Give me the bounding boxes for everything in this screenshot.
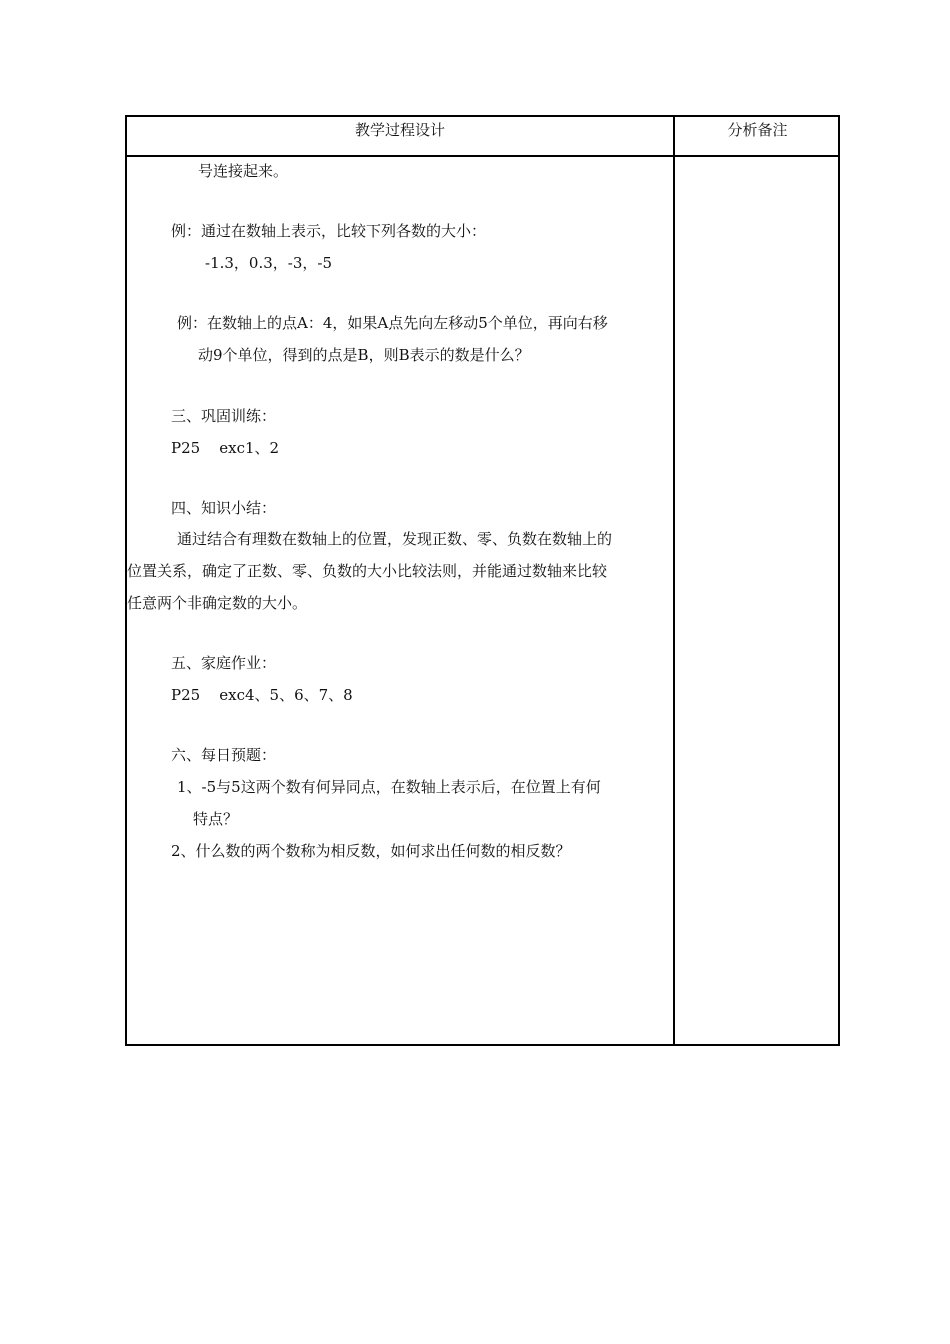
section-homework-heading: 五、家庭作业： <box>171 654 277 672</box>
section-preview-heading: 六、每日预题： <box>171 746 277 764</box>
header-teaching-process: 教学过程设计 <box>354 121 445 139</box>
summary-line-1: 通过结合有理数在数轴上的位置，发现正数、零、负数在数轴上的 <box>177 530 613 548</box>
section-summary-heading: 四、知识小结： <box>171 499 277 517</box>
header-divider <box>127 155 838 157</box>
preview-question-1-cont: 特点？ <box>193 810 239 828</box>
column-divider <box>673 117 675 1044</box>
summary-line-2: 位置关系，确定了正数、零、负数的大小比较法则，并能通过数轴来比较 <box>127 562 608 580</box>
summary-line-3: 任意两个非确定数的大小。 <box>127 594 308 612</box>
example-1-numbers: -1.3，0.3，-3，-5 <box>205 254 333 272</box>
header-analysis-notes: 分析备注 <box>727 121 788 139</box>
example-1-title: 例：通过在数轴上表示，比较下列各数的大小： <box>171 222 487 240</box>
example-2-line-2: 动9个单位，得到的点是B，则B表示的数是什么？ <box>198 346 530 364</box>
practice-exercises: P25 exc1、2 <box>171 439 280 457</box>
example-2-line-1: 例：在数轴上的点A：4，如果A点先向左移动5个单位，再向右移 <box>177 314 608 332</box>
text-line-connect: 号连接起来。 <box>198 162 289 180</box>
preview-question-2: 2、什么数的两个数称为相反数，如何求出任何数的相反数？ <box>171 842 571 860</box>
homework-exercises: P25 exc4、5、6、7、8 <box>171 686 353 704</box>
preview-question-1: 1、-5与5这两个数有何异同点，在数轴上表示后，在位置上有何 <box>177 778 601 796</box>
section-practice-heading: 三、巩固训练： <box>171 407 277 425</box>
lesson-table <box>125 115 840 1046</box>
